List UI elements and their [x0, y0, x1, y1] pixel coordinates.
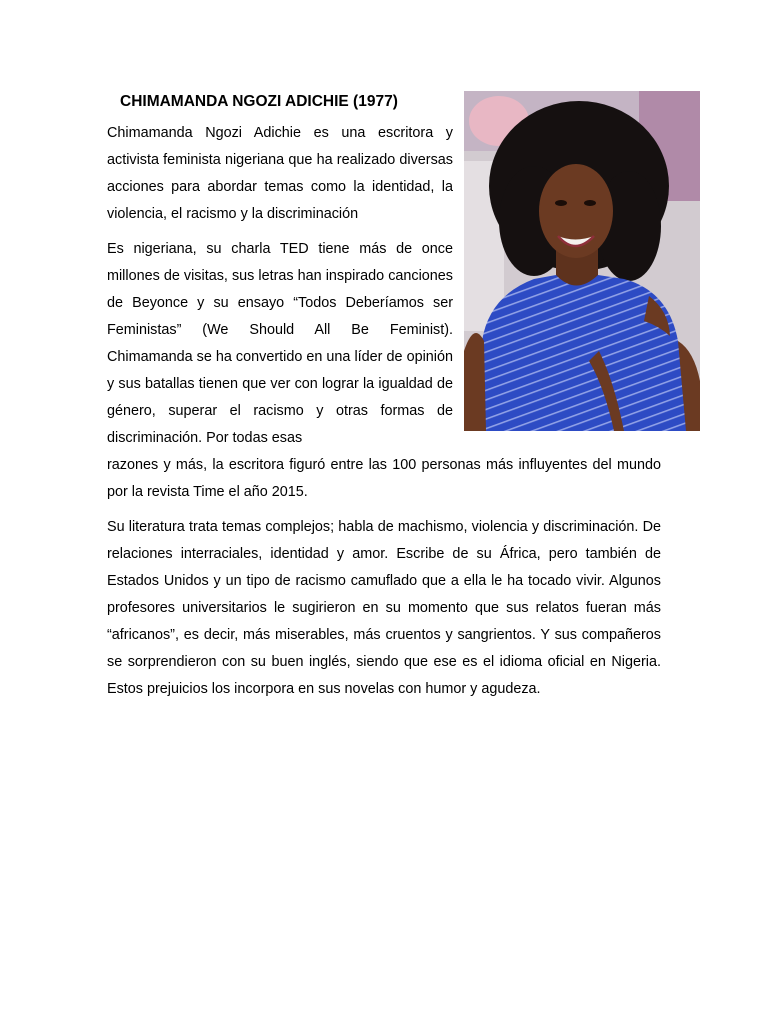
paragraph-intro: Chimamanda Ngozi Adichie es una escritora y activista feminista nigeriana que ha realizado diversas acciones para abordar temas como la identidad, la violencia, el racismo y la discriminación: [107, 125, 453, 222]
article-body: [107, 120, 661, 703]
paragraph-bio: [107, 236, 661, 506]
paragraph-literature: Su literatura trata temas complejos; habla de machismo, violencia y discriminación. De relaciones interraciales, identidad y amor. Escribe de su África, pero también de Estados Unidos y un tipo de racismo camuflado que a ella le ha tocado vivir. Algunos profesores universitarios le sugirieron en su momento que sus relatos fueran más “africanos”, es decir, más miserables, más cruentos y sangrientos. Y sus compañeros se sorprendieron con su buen inglés, siendo que ese es el idioma oficial en Nigeria. Estos prejuicios los incorpora en sus novelas con humor y agudeza.: [107, 519, 661, 697]
paragraph-bio-part-b: razones y más, la escritora figuró entre las 100 personas más influyentes del mundo por la revista Time el año 2015.: [107, 457, 661, 500]
paragraph-bio-part-a: Es nigeriana, su charla TED tiene más de once millones de visitas, sus letras han inspirado canciones de Beyonce y su ensayo “Todos Deberíamos ser Feministas” (We Should All Be Feminist). Chimamanda se ha convertido en una líder de opinión y sus batallas tienen que ver con lograr la igualdad de género, superar el racismo y otras formas de discriminación. Por todas esas: [107, 241, 453, 446]
page-title: CHIMAMANDA NGOZI ADICHIE (1977): [120, 93, 398, 110]
